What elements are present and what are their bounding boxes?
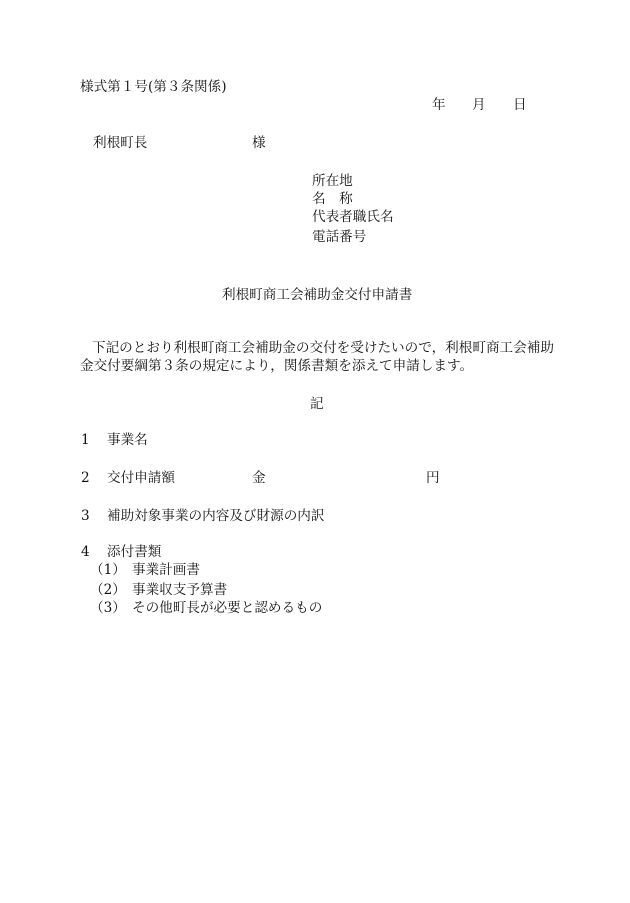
attachment-2-number: （2）	[90, 582, 126, 598]
item-4-label: 添付書類	[107, 544, 162, 560]
date-month: 月	[472, 97, 486, 113]
date-year: 年	[432, 97, 446, 113]
applicant-name-label: 名 称	[312, 191, 353, 207]
addressee-honorific: 様	[252, 135, 266, 151]
item-1-label: 事業名	[107, 432, 148, 448]
attachment-2-label: 事業収支予算書	[132, 582, 228, 598]
amount-suffix: 円	[426, 470, 440, 486]
ki-heading: 記	[310, 396, 324, 412]
applicant-address-label: 所在地	[312, 173, 353, 189]
applicant-phone-label: 電話番号	[312, 229, 367, 245]
attachment-3-label: その他町長が必要と認めるもの	[132, 600, 323, 616]
item-2-label: 交付申請額	[107, 470, 175, 486]
item-2-number: 2	[81, 470, 90, 486]
attachment-1-number: （1）	[90, 562, 126, 578]
form-label: 様式第１号(第３条関係)	[80, 79, 227, 95]
item-1-number: 1	[81, 432, 90, 448]
date-day: 日	[513, 97, 527, 113]
applicant-representative-label: 代表者職氏名	[312, 209, 394, 225]
addressee-name: 利根町長	[93, 135, 148, 151]
item-4-number: 4	[81, 544, 90, 560]
item-3-number: 3	[81, 508, 90, 524]
body-line-2: 金交付要綱第３条の規定により，関係書類を添えて申請します。	[80, 358, 474, 374]
amount-prefix: 金	[252, 470, 266, 486]
document-title: 利根町商工会補助金交付申請書	[222, 287, 413, 303]
attachment-3-number: （3）	[90, 600, 126, 616]
body-line-1: 下記のとおり利根町商工会補助金の交付を受けたいので，利根町商工会補助	[92, 340, 554, 356]
item-3-label: 補助対象事業の内容及び財源の内訳	[107, 508, 325, 524]
attachment-1-label: 事業計画書	[132, 562, 200, 578]
